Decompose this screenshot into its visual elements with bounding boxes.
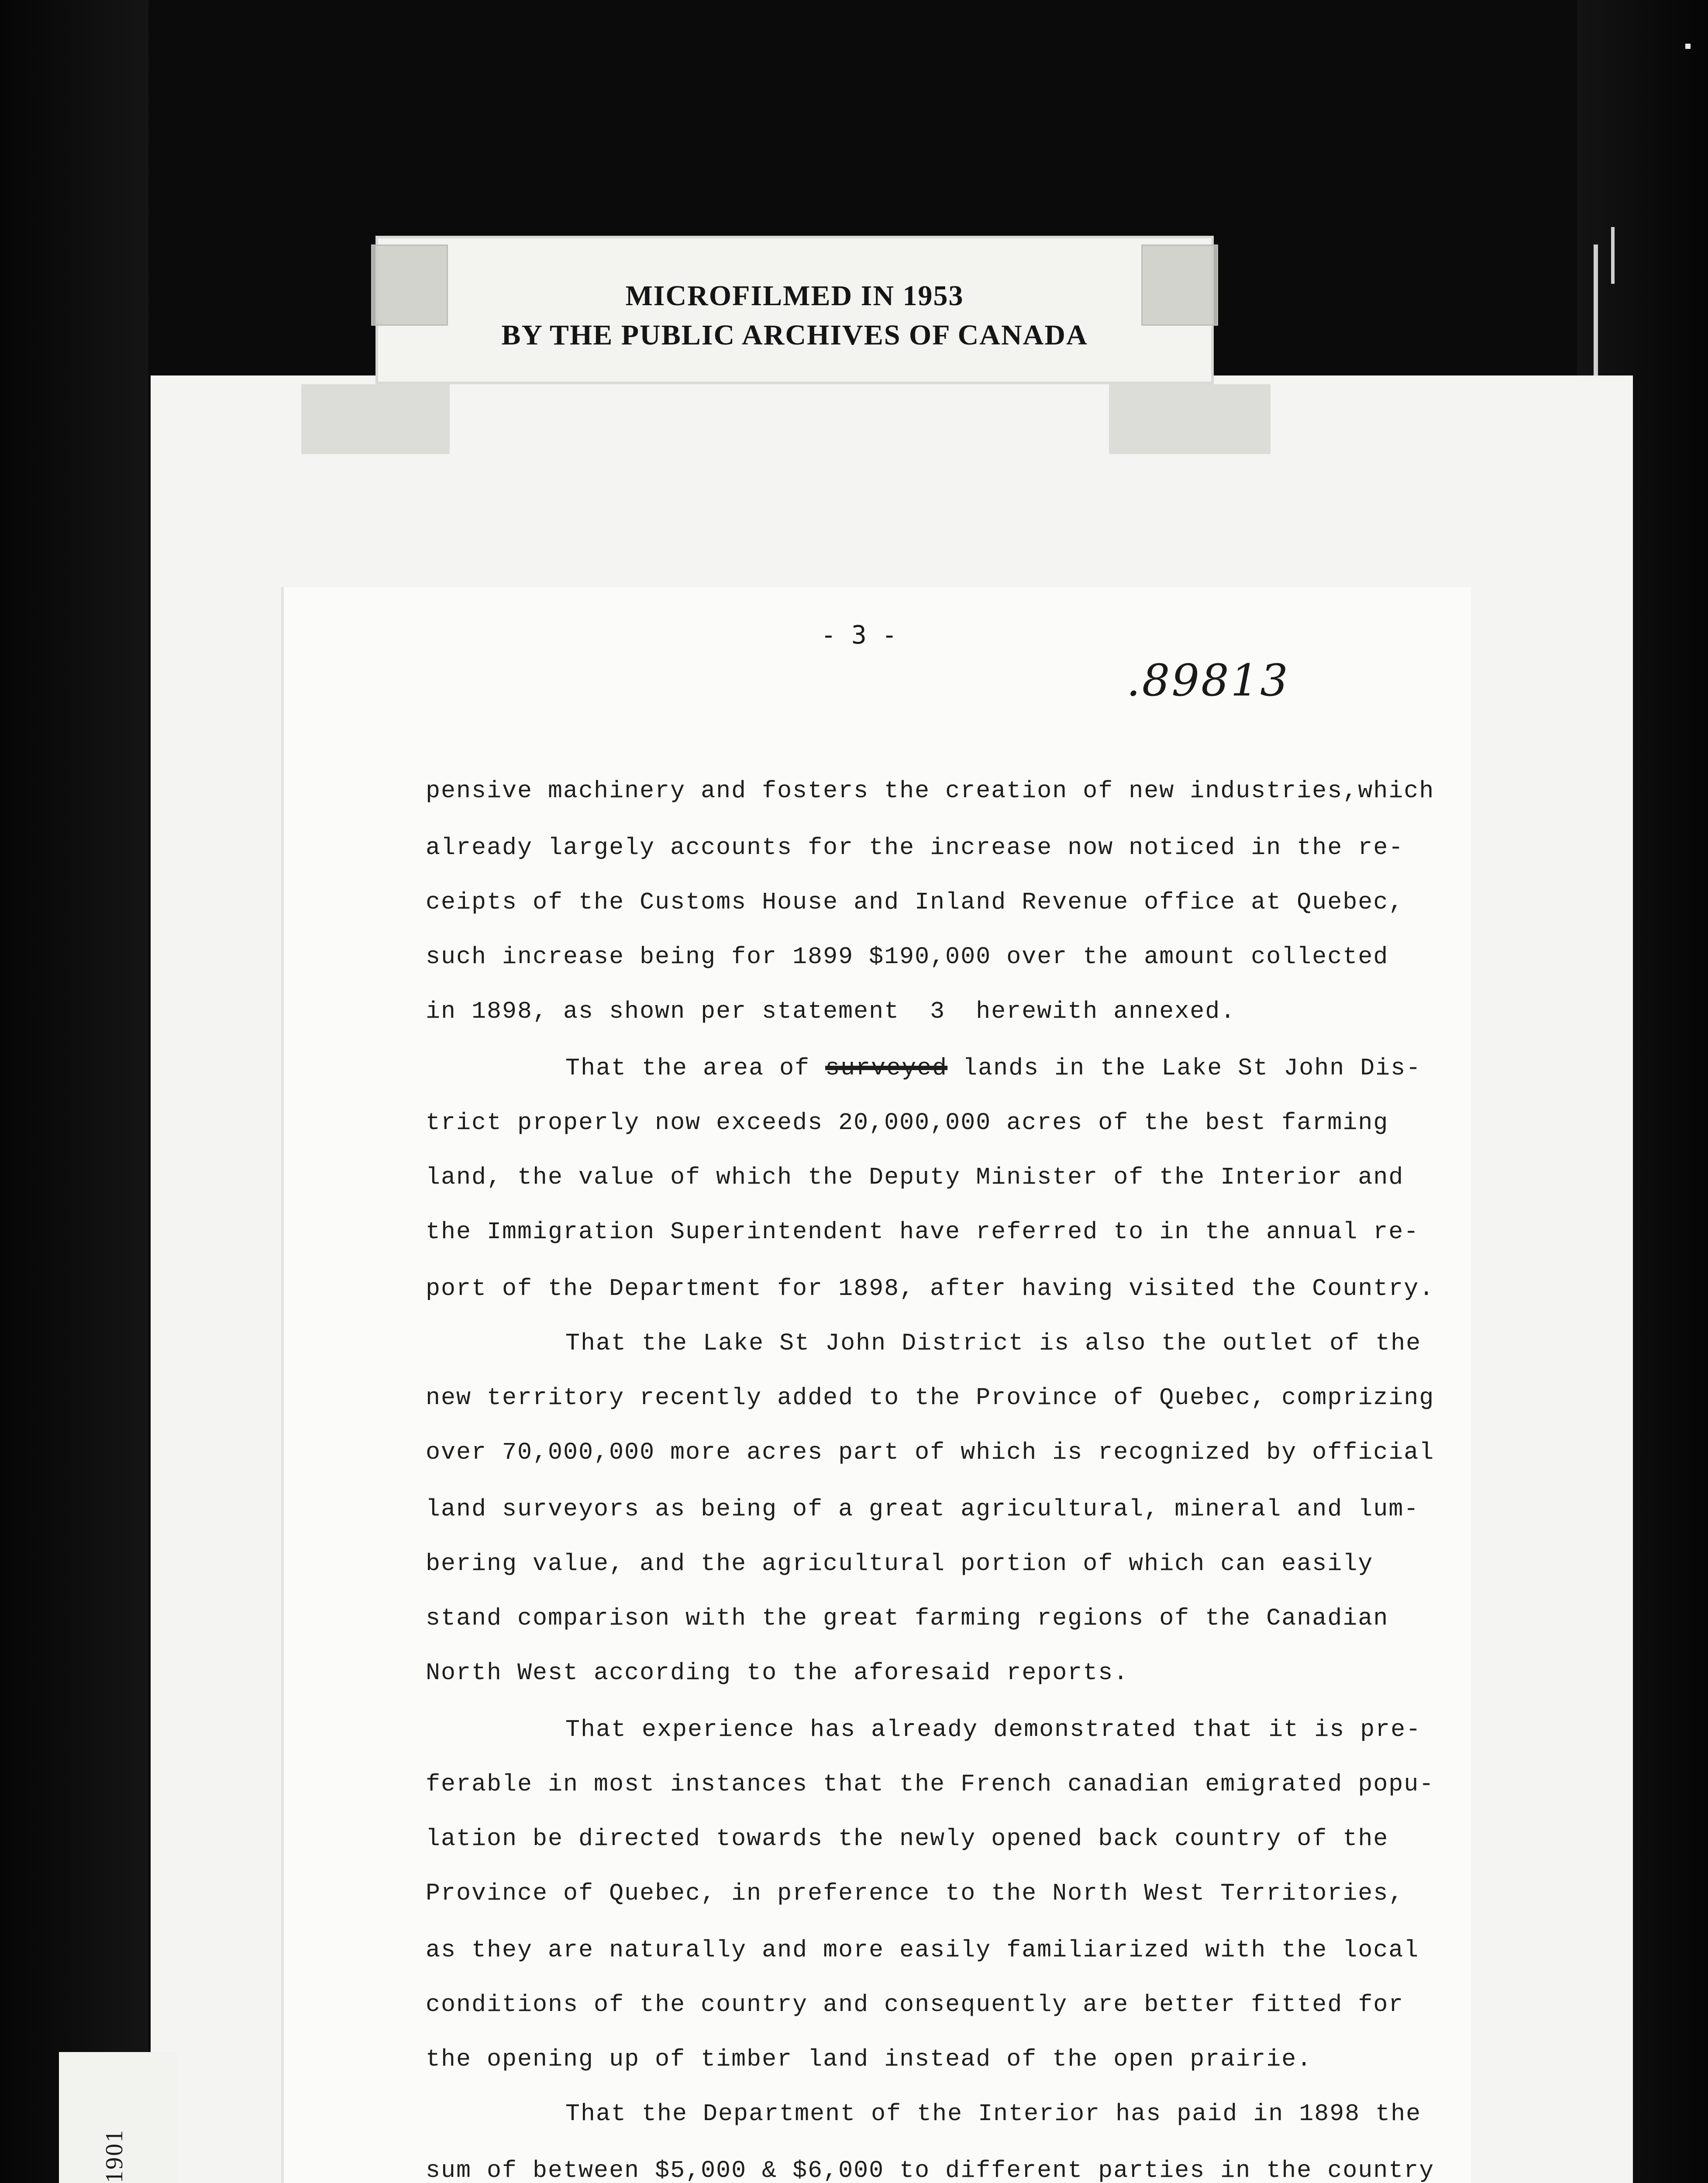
text-line: the Immigration Superintendent have referred to in the annual re- [426,1218,1419,1246]
text-line: North West according to the aforesaid reports. [426,1659,1129,1687]
tape-strip [1109,384,1271,454]
text-line: conditions of the country and consequently are better fitted for [426,1991,1404,2018]
document-number-stamp: .89813 [1126,655,1290,706]
text-line: as they are naturally and more easily familiarized with the local [426,1936,1419,1964]
text-line: land surveyors as being of a great agricultural, mineral and lum- [426,1495,1419,1523]
text-line: such increase being for 1899 $190,000 over the amount collected [426,943,1389,971]
struck-out-word: surveyed [825,1054,948,1082]
text-line: bering value, and the agricultural portion of which can easily [426,1550,1374,1577]
text-line: already largely accounts for the increase now noticed in the re- [426,834,1404,861]
text-line: in 1898, as shown per statement 3 herewith annexed. [426,998,1236,1025]
text-line: the opening up of timber land instead of the open prairie. [426,2045,1312,2073]
text-segment: lands in the Lake St John Dis- [947,1054,1422,1082]
label-line-2: BY THE PUBLIC ARCHIVES OF CANADA [501,319,1088,351]
text-line: pensive machinery and fosters the creation of new industries,which [426,777,1435,805]
text-line: port of the Department for 1898, after having visited the Country. [426,1275,1435,1302]
text-line [565,1054,1421,1082]
text-line: trict properly now exceeds 20,000,000 acres of the best farming [426,1109,1389,1136]
film-edge-mark [1685,44,1691,49]
text-line: over 70,000,000 more acres part of which is recognized by official [426,1439,1435,1466]
page-number: - 3 - [821,620,897,650]
text-line: ferable in most instances that the French canadian emigrated popu- [426,1770,1435,1798]
label-line-1: MICROFILMED IN 1953 [625,280,964,312]
film-frame-left [0,0,148,2183]
text-line: lation be directed towards the newly opened back country of the [426,1825,1389,1852]
side-tag-year: 1901 [101,2129,128,2183]
film-scratch [1594,244,1598,375]
text-line: That the Lake St John District is also the outlet of the [565,1329,1422,1357]
text-segment: That the area of [565,1054,826,1082]
tape-strip [301,384,450,454]
film-scratch [1611,227,1615,284]
microfilm-label [375,236,1214,384]
text-line: That experience has already demonstrated that it is pre- [565,1716,1422,1743]
text-line: Province of Quebec, in preference to the North West Territories, [426,1880,1404,1907]
text-line: That the Department of the Interior has paid in 1898 the [565,2100,1422,2128]
text-line: new territory recently added to the Province of Quebec, comprizing [426,1384,1435,1412]
text-line: land, the value of which the Deputy Minister of the Interior and [426,1164,1404,1191]
text-line: ceipts of the Customs House and Inland Revenue office at Quebec, [426,888,1404,916]
text-line: stand comparison with the great farming regions of the Canadian [426,1605,1389,1632]
archival-side-tag [59,2052,177,2183]
text-line: sum of between $5,000 & $6,000 to different parties in the country [426,2157,1435,2183]
